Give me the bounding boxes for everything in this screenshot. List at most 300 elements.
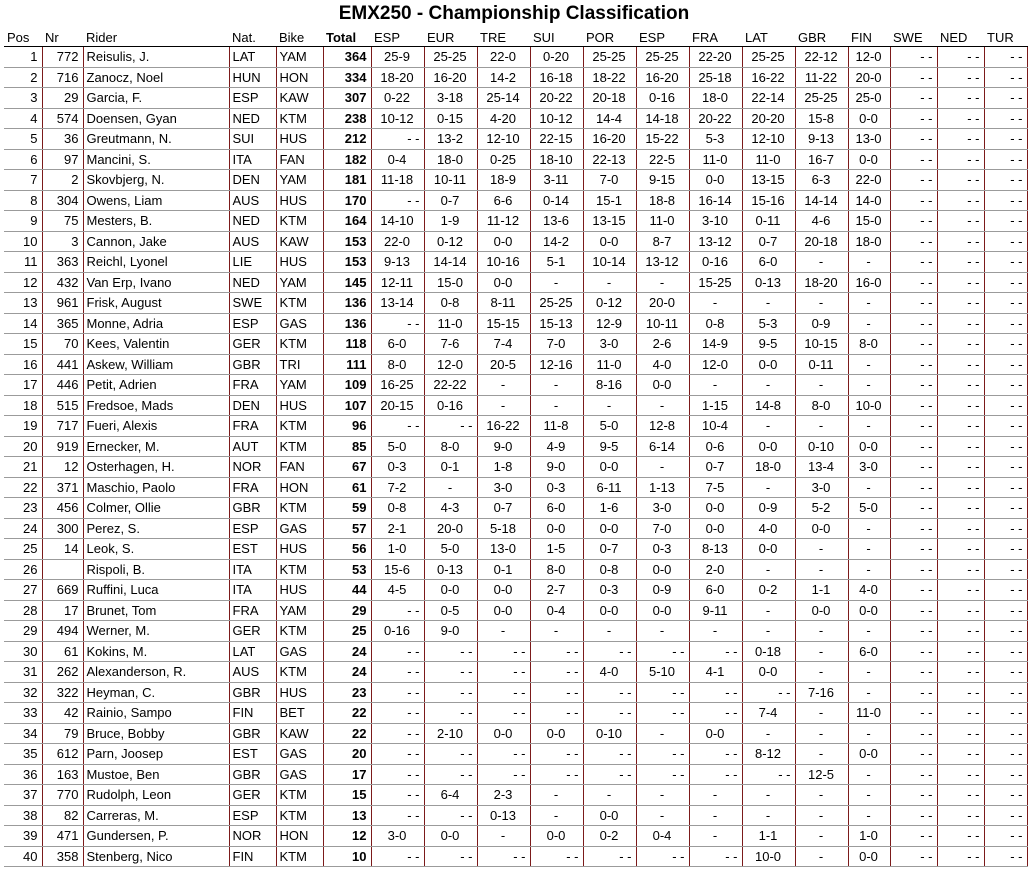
- table-row: [4, 764, 1027, 785]
- round-score-cell: - -: [371, 764, 424, 785]
- total-cell: 29: [323, 600, 371, 621]
- bike-cell: KTM: [276, 211, 323, 232]
- round-score-cell: - -: [371, 190, 424, 211]
- round-score-cell: - -: [371, 744, 424, 765]
- table-row: [4, 518, 1027, 539]
- round-score-cell: -: [530, 272, 583, 293]
- round-score-cell: 5-18: [477, 518, 530, 539]
- round-score-cell: -: [742, 416, 795, 437]
- round-score-cell: -: [848, 416, 890, 437]
- nr-cell: 61: [42, 641, 83, 662]
- round-score-cell: 22-20: [689, 47, 742, 68]
- nat-cell: DEN: [229, 395, 276, 416]
- round-score-cell: - -: [937, 231, 984, 252]
- round-score-cell: 0-0: [583, 805, 636, 826]
- bike-cell: HON: [276, 477, 323, 498]
- round-score-cell: 8-0: [848, 334, 890, 355]
- round-score-cell: - -: [742, 764, 795, 785]
- table-row: [4, 334, 1027, 355]
- rider-cell: Mesters, B.: [83, 211, 229, 232]
- table-row: [4, 498, 1027, 519]
- round-score-cell: 0-0: [477, 231, 530, 252]
- nr-cell: 456: [42, 498, 83, 519]
- round-score-cell: 5-10: [636, 662, 689, 683]
- total-cell: 182: [323, 149, 371, 170]
- round-score-cell: -: [530, 785, 583, 806]
- round-score-cell: 15-15: [477, 313, 530, 334]
- rider-cell: Monne, Adria: [83, 313, 229, 334]
- round-score-cell: 22-5: [636, 149, 689, 170]
- nat-cell: FRA: [229, 375, 276, 396]
- round-score-cell: -: [795, 744, 848, 765]
- round-score-cell: 0-0: [689, 170, 742, 191]
- pos-cell: 13: [4, 293, 42, 314]
- round-score-cell: 25-18: [689, 67, 742, 88]
- round-score-cell: - -: [984, 662, 1027, 683]
- round-score-cell: 5-0: [424, 539, 477, 560]
- round-score-cell: - -: [937, 580, 984, 601]
- round-score-cell: - -: [984, 764, 1027, 785]
- round-score-cell: 13-0: [848, 129, 890, 150]
- round-score-cell: 22-15: [530, 129, 583, 150]
- round-score-cell: - -: [890, 313, 937, 334]
- round-score-cell: 11-18: [371, 170, 424, 191]
- total-cell: 96: [323, 416, 371, 437]
- round-score-cell: - -: [984, 559, 1027, 580]
- nr-cell: 300: [42, 518, 83, 539]
- round-score-cell: 18-20: [795, 272, 848, 293]
- round-score-cell: - -: [371, 846, 424, 867]
- round-score-cell: 0-2: [583, 826, 636, 847]
- round-score-cell: - -: [984, 498, 1027, 519]
- round-score-cell: -: [583, 621, 636, 642]
- round-score-cell: - -: [371, 641, 424, 662]
- nat-cell: FIN: [229, 846, 276, 867]
- round-score-cell: -: [636, 272, 689, 293]
- round-score-cell: 6-0: [530, 498, 583, 519]
- round-score-cell: 13-15: [742, 170, 795, 191]
- total-cell: 145: [323, 272, 371, 293]
- header-nr: Nr: [42, 28, 83, 47]
- nr-cell: 262: [42, 662, 83, 683]
- bike-cell: GAS: [276, 744, 323, 765]
- round-score-cell: - -: [890, 600, 937, 621]
- round-score-cell: 3-0: [795, 477, 848, 498]
- round-score-cell: - -: [937, 108, 984, 129]
- round-score-cell: 1-8: [477, 457, 530, 478]
- round-score-cell: -: [636, 723, 689, 744]
- round-score-cell: -: [795, 293, 848, 314]
- round-score-cell: 0-13: [424, 559, 477, 580]
- round-score-cell: - -: [984, 293, 1027, 314]
- round-score-cell: 20-0: [636, 293, 689, 314]
- nat-cell: LAT: [229, 641, 276, 662]
- round-score-cell: - -: [984, 641, 1027, 662]
- round-score-cell: -: [530, 395, 583, 416]
- nat-cell: ESP: [229, 88, 276, 109]
- round-score-cell: - -: [984, 580, 1027, 601]
- rider-cell: Maschio, Paolo: [83, 477, 229, 498]
- round-score-cell: 4-6: [795, 211, 848, 232]
- rider-cell: Carreras, M.: [83, 805, 229, 826]
- pos-cell: 33: [4, 703, 42, 724]
- round-score-cell: - -: [984, 88, 1027, 109]
- nr-cell: 612: [42, 744, 83, 765]
- round-score-cell: - -: [890, 129, 937, 150]
- round-score-cell: - -: [937, 354, 984, 375]
- bike-cell: KTM: [276, 436, 323, 457]
- round-score-cell: - -: [937, 170, 984, 191]
- round-score-cell: 9-0: [424, 621, 477, 642]
- round-score-cell: -: [742, 477, 795, 498]
- rider-cell: Doensen, Gyan: [83, 108, 229, 129]
- rider-cell: Rainio, Sampo: [83, 703, 229, 724]
- round-score-cell: 20-0: [424, 518, 477, 539]
- round-score-cell: 13-12: [636, 252, 689, 273]
- nr-cell: 446: [42, 375, 83, 396]
- round-score-cell: 13-4: [795, 457, 848, 478]
- round-score-cell: -: [530, 375, 583, 396]
- round-score-cell: - -: [890, 621, 937, 642]
- round-score-cell: - -: [984, 600, 1027, 621]
- round-score-cell: - -: [689, 744, 742, 765]
- nr-cell: 97: [42, 149, 83, 170]
- round-score-cell: - -: [937, 744, 984, 765]
- round-score-cell: -: [636, 457, 689, 478]
- round-score-cell: 25-25: [795, 88, 848, 109]
- round-score-cell: - -: [636, 846, 689, 867]
- round-score-cell: - -: [937, 477, 984, 498]
- round-score-cell: 0-1: [477, 559, 530, 580]
- total-cell: 10: [323, 846, 371, 867]
- nr-cell: 3: [42, 231, 83, 252]
- round-score-cell: 6-0: [371, 334, 424, 355]
- nr-cell: 304: [42, 190, 83, 211]
- rider-cell: Leok, S.: [83, 539, 229, 560]
- bike-cell: KTM: [276, 293, 323, 314]
- pos-cell: 17: [4, 375, 42, 396]
- total-cell: 364: [323, 47, 371, 68]
- pos-cell: 34: [4, 723, 42, 744]
- round-score-cell: - -: [984, 252, 1027, 273]
- round-score-cell: 22-14: [742, 88, 795, 109]
- round-score-cell: - -: [636, 764, 689, 785]
- round-score-cell: -: [689, 621, 742, 642]
- nat-cell: NED: [229, 272, 276, 293]
- round-score-cell: 0-0: [636, 375, 689, 396]
- round-score-cell: -: [848, 764, 890, 785]
- pos-cell: 25: [4, 539, 42, 560]
- round-score-cell: 0-0: [848, 149, 890, 170]
- round-score-cell: 14-2: [477, 67, 530, 88]
- bike-cell: KTM: [276, 334, 323, 355]
- table-row: [4, 539, 1027, 560]
- round-score-cell: - -: [984, 129, 1027, 150]
- round-score-cell: 1-9: [424, 211, 477, 232]
- rider-cell: Perez, S.: [83, 518, 229, 539]
- pos-cell: 24: [4, 518, 42, 539]
- nat-cell: ITA: [229, 149, 276, 170]
- round-score-cell: 13-6: [530, 211, 583, 232]
- round-score-cell: - -: [424, 744, 477, 765]
- bike-cell: KTM: [276, 805, 323, 826]
- nat-cell: FRA: [229, 600, 276, 621]
- nat-cell: ESP: [229, 313, 276, 334]
- round-score-cell: - -: [530, 744, 583, 765]
- round-score-cell: 20-5: [477, 354, 530, 375]
- round-score-cell: 0-0: [530, 826, 583, 847]
- round-score-cell: - -: [424, 682, 477, 703]
- total-cell: 85: [323, 436, 371, 457]
- round-score-cell: -: [848, 559, 890, 580]
- nat-cell: NOR: [229, 826, 276, 847]
- round-score-cell: 0-4: [636, 826, 689, 847]
- round-score-cell: - -: [984, 744, 1027, 765]
- nat-cell: ITA: [229, 559, 276, 580]
- total-cell: 238: [323, 108, 371, 129]
- rider-cell: Ruffini, Luca: [83, 580, 229, 601]
- round-score-cell: 7-5: [689, 477, 742, 498]
- round-score-cell: -: [795, 375, 848, 396]
- pos-cell: 26: [4, 559, 42, 580]
- round-score-cell: -: [424, 477, 477, 498]
- round-score-cell: 7-4: [477, 334, 530, 355]
- nat-cell: GER: [229, 785, 276, 806]
- nat-cell: FIN: [229, 703, 276, 724]
- round-score-cell: - -: [984, 395, 1027, 416]
- round-score-cell: 0-0: [530, 723, 583, 744]
- round-score-cell: -: [795, 703, 848, 724]
- round-score-cell: 6-4: [424, 785, 477, 806]
- round-score-cell: - -: [984, 723, 1027, 744]
- round-score-cell: -: [848, 252, 890, 273]
- round-score-cell: 13-12: [689, 231, 742, 252]
- round-score-cell: 11-0: [689, 149, 742, 170]
- header-row: [4, 28, 1027, 47]
- rider-cell: Skovbjerg, N.: [83, 170, 229, 191]
- bike-cell: KAW: [276, 88, 323, 109]
- round-score-cell: 14-14: [424, 252, 477, 273]
- round-score-cell: - -: [530, 764, 583, 785]
- round-score-cell: - -: [937, 149, 984, 170]
- round-score-cell: 9-5: [742, 334, 795, 355]
- round-score-cell: 7-6: [424, 334, 477, 355]
- round-score-cell: 12-0: [424, 354, 477, 375]
- total-cell: 22: [323, 703, 371, 724]
- round-score-cell: 0-2: [742, 580, 795, 601]
- round-score-cell: 0-7: [689, 457, 742, 478]
- table-row: [4, 559, 1027, 580]
- round-score-cell: - -: [984, 231, 1027, 252]
- bike-cell: KTM: [276, 621, 323, 642]
- round-score-cell: - -: [984, 190, 1027, 211]
- header-round: ESP: [371, 28, 424, 47]
- round-score-cell: 0-7: [424, 190, 477, 211]
- round-score-cell: -: [742, 293, 795, 314]
- round-score-cell: -: [742, 559, 795, 580]
- round-score-cell: 0-10: [583, 723, 636, 744]
- round-score-cell: 6-6: [477, 190, 530, 211]
- round-score-cell: - -: [890, 703, 937, 724]
- round-score-cell: - -: [937, 559, 984, 580]
- round-score-cell: - -: [984, 354, 1027, 375]
- pos-cell: 14: [4, 313, 42, 334]
- round-score-cell: 9-11: [689, 600, 742, 621]
- round-score-cell: - -: [477, 703, 530, 724]
- total-cell: 107: [323, 395, 371, 416]
- round-score-cell: 0-18: [742, 641, 795, 662]
- pos-cell: 20: [4, 436, 42, 457]
- round-score-cell: 11-0: [424, 313, 477, 334]
- pos-cell: 31: [4, 662, 42, 683]
- header-bike: Bike: [276, 28, 323, 47]
- round-score-cell: - -: [371, 785, 424, 806]
- round-score-cell: -: [848, 354, 890, 375]
- round-score-cell: 20-22: [689, 108, 742, 129]
- round-score-cell: 10-11: [636, 313, 689, 334]
- round-score-cell: -: [477, 395, 530, 416]
- nat-cell: GBR: [229, 498, 276, 519]
- round-score-cell: 25-9: [371, 47, 424, 68]
- round-score-cell: 0-0: [424, 580, 477, 601]
- nr-cell: 494: [42, 621, 83, 642]
- header-round: FRA: [689, 28, 742, 47]
- total-cell: 212: [323, 129, 371, 150]
- round-score-cell: 15-0: [848, 211, 890, 232]
- pos-cell: 12: [4, 272, 42, 293]
- table-row: [4, 641, 1027, 662]
- table-row: [4, 416, 1027, 437]
- round-score-cell: -: [795, 559, 848, 580]
- round-score-cell: 12-10: [477, 129, 530, 150]
- round-score-cell: 7-0: [636, 518, 689, 539]
- round-score-cell: 3-0: [583, 334, 636, 355]
- round-score-cell: -: [848, 293, 890, 314]
- round-score-cell: - -: [890, 785, 937, 806]
- round-score-cell: - -: [424, 846, 477, 867]
- rider-cell: Osterhagen, H.: [83, 457, 229, 478]
- nr-cell: 36: [42, 129, 83, 150]
- round-score-cell: 15-0: [424, 272, 477, 293]
- round-score-cell: - -: [890, 723, 937, 744]
- nat-cell: DEN: [229, 170, 276, 191]
- round-score-cell: 0-0: [742, 662, 795, 683]
- round-score-cell: 0-16: [636, 88, 689, 109]
- rider-cell: Rudolph, Leon: [83, 785, 229, 806]
- nat-cell: NED: [229, 108, 276, 129]
- round-score-cell: 15-1: [583, 190, 636, 211]
- round-score-cell: 15-6: [371, 559, 424, 580]
- round-score-cell: 7-4: [742, 703, 795, 724]
- round-score-cell: - -: [371, 416, 424, 437]
- round-score-cell: - -: [530, 703, 583, 724]
- pos-cell: 3: [4, 88, 42, 109]
- round-score-cell: - -: [890, 375, 937, 396]
- pos-cell: 32: [4, 682, 42, 703]
- nat-cell: HUN: [229, 67, 276, 88]
- bike-cell: GAS: [276, 518, 323, 539]
- round-score-cell: 1-0: [848, 826, 890, 847]
- round-score-cell: - -: [424, 764, 477, 785]
- pos-cell: 16: [4, 354, 42, 375]
- nat-cell: NED: [229, 211, 276, 232]
- round-score-cell: 0-8: [424, 293, 477, 314]
- round-score-cell: 15-22: [636, 129, 689, 150]
- rider-cell: Parn, Joosep: [83, 744, 229, 765]
- round-score-cell: -: [689, 785, 742, 806]
- round-score-cell: -: [795, 641, 848, 662]
- nr-cell: 17: [42, 600, 83, 621]
- round-score-cell: 8-0: [371, 354, 424, 375]
- table-row: [4, 375, 1027, 396]
- round-score-cell: 11-0: [636, 211, 689, 232]
- round-score-cell: 18-0: [689, 88, 742, 109]
- round-score-cell: 0-0: [795, 600, 848, 621]
- round-score-cell: - -: [984, 621, 1027, 642]
- round-score-cell: - -: [689, 682, 742, 703]
- round-score-cell: 11-0: [742, 149, 795, 170]
- round-score-cell: 2-7: [530, 580, 583, 601]
- round-score-cell: - -: [984, 170, 1027, 191]
- table-row: [4, 826, 1027, 847]
- rider-cell: Colmer, Ollie: [83, 498, 229, 519]
- round-score-cell: - -: [890, 436, 937, 457]
- total-cell: 61: [323, 477, 371, 498]
- round-score-cell: 14-18: [636, 108, 689, 129]
- round-score-cell: 16-7: [795, 149, 848, 170]
- round-score-cell: -: [689, 826, 742, 847]
- pos-cell: 8: [4, 190, 42, 211]
- round-score-cell: - -: [636, 682, 689, 703]
- round-score-cell: - -: [890, 354, 937, 375]
- nat-cell: SUI: [229, 129, 276, 150]
- round-score-cell: 11-0: [848, 703, 890, 724]
- bike-cell: KTM: [276, 662, 323, 683]
- round-score-cell: 0-0: [689, 723, 742, 744]
- round-score-cell: 4-0: [636, 354, 689, 375]
- round-score-cell: 6-14: [636, 436, 689, 457]
- nat-cell: AUS: [229, 190, 276, 211]
- table-row: [4, 477, 1027, 498]
- round-score-cell: -: [795, 785, 848, 806]
- round-score-cell: 16-20: [583, 129, 636, 150]
- round-score-cell: -: [795, 621, 848, 642]
- table-row: [4, 129, 1027, 150]
- round-score-cell: - -: [937, 703, 984, 724]
- round-score-cell: 11-12: [477, 211, 530, 232]
- pos-cell: 5: [4, 129, 42, 150]
- round-score-cell: 0-0: [477, 600, 530, 621]
- round-score-cell: 14-8: [742, 395, 795, 416]
- round-score-cell: -: [742, 375, 795, 396]
- round-score-cell: - -: [984, 67, 1027, 88]
- rider-cell: Kokins, M.: [83, 641, 229, 662]
- round-score-cell: - -: [583, 744, 636, 765]
- round-score-cell: - -: [984, 47, 1027, 68]
- round-score-cell: 10-0: [848, 395, 890, 416]
- bike-cell: FAN: [276, 457, 323, 478]
- total-cell: 109: [323, 375, 371, 396]
- rider-cell: Cannon, Jake: [83, 231, 229, 252]
- round-score-cell: - -: [890, 67, 937, 88]
- round-score-cell: - -: [984, 436, 1027, 457]
- round-score-cell: 2-6: [636, 334, 689, 355]
- nat-cell: GER: [229, 621, 276, 642]
- nr-cell: 358: [42, 846, 83, 867]
- round-score-cell: - -: [937, 826, 984, 847]
- rider-cell: Ernecker, M.: [83, 436, 229, 457]
- round-score-cell: - -: [984, 375, 1027, 396]
